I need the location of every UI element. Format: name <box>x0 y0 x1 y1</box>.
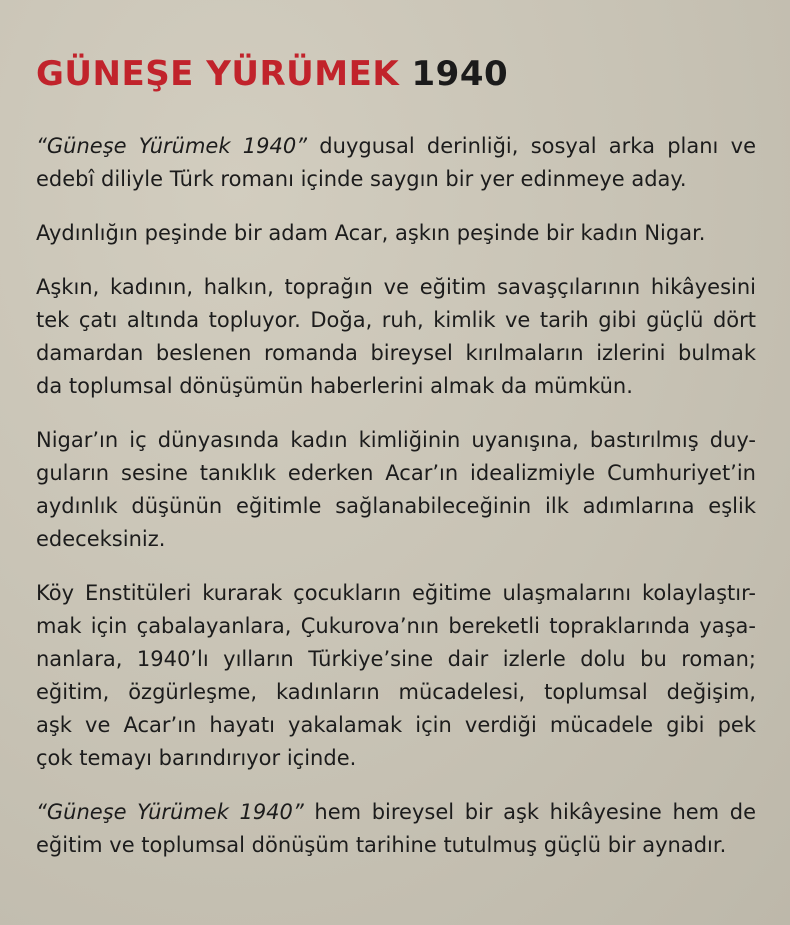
book-title-quote: “Güneşe Yürümek 1940” <box>36 134 308 158</box>
text-line: eğitim ve toplumsal dönüşüm tarihine tutulmuş güçlü bir aynadır. <box>36 833 727 857</box>
text-line: eğitim, özgürleşme, kadınların mücadelesi, toplumsal değişim, <box>36 680 756 704</box>
text-line: guların sesine tanıklık ederken Acar’ın idealizmiyle Cumhuriyet’in <box>36 461 756 485</box>
text-line: edeceksiniz. <box>36 527 166 551</box>
text-line: Aşkın, kadının, halkın, toprağın ve eğitim savaşçılarının hikâyesini <box>36 275 756 299</box>
body-text <box>36 130 756 862</box>
line-text: hem bireysel bir aşk hikâyesine hem de <box>303 800 757 824</box>
text-line: da toplumsal dönüşümün haberlerini almak da mümkün. <box>36 374 633 398</box>
paragraph-6 <box>36 796 756 862</box>
paragraph-4 <box>36 424 756 556</box>
text-line: nanlara, 1940’lı yılların Türkiye’sine dair izlerle dolu bu roman; <box>36 647 756 671</box>
text-line: Aydınlığın peşinde bir adam Acar, aşkın peşinde bir kadın Nigar. <box>36 221 706 245</box>
paragraph-5 <box>36 577 756 775</box>
page-title <box>36 48 756 100</box>
paragraph-1 <box>36 130 756 196</box>
text-line: aydınlık düşünün eğitimle sağlanabileceğinin ilk adımlarına eşlik <box>36 494 756 518</box>
title-main: GÜNEŞE YÜRÜMEK <box>36 54 400 94</box>
text-line <box>36 796 756 829</box>
document-page <box>36 48 756 883</box>
text-line: Nigar’ın iç dünyasında kadın kimliğinin uyanışına, bastırılmış duy- <box>36 428 756 452</box>
text-line: mak için çabalayanlara, Çukurova’nın bereketli topraklarında yaşa- <box>36 614 756 638</box>
book-title-quote: “Güneşe Yürümek 1940” <box>36 800 304 824</box>
text-line: tek çatı altında topluyor. Doğa, ruh, kimlik ve tarih gibi güçlü dört <box>36 308 756 332</box>
text-line: aşk ve Acar’ın hayatı yakalamak için verdiği mücadele gibi pek <box>36 713 756 737</box>
paragraph-3 <box>36 271 756 403</box>
line-text: duygusal derinliği, sosyal arka planı ve <box>307 134 756 158</box>
paragraph-2 <box>36 217 756 250</box>
text-line: edebî diliyle Türk romanı içinde saygın bir yer edinmeye aday. <box>36 167 687 191</box>
text-line: Köy Enstitüleri kurarak çocukların eğitime ulaşmalarını kolaylaştır- <box>36 581 756 605</box>
title-year: 1940 <box>411 54 509 94</box>
text-line: çok temayı barındırıyor içinde. <box>36 746 357 770</box>
text-line: damardan beslenen romanda bireysel kırılmaların izlerini bulmak <box>36 341 756 365</box>
text-line <box>36 130 756 163</box>
